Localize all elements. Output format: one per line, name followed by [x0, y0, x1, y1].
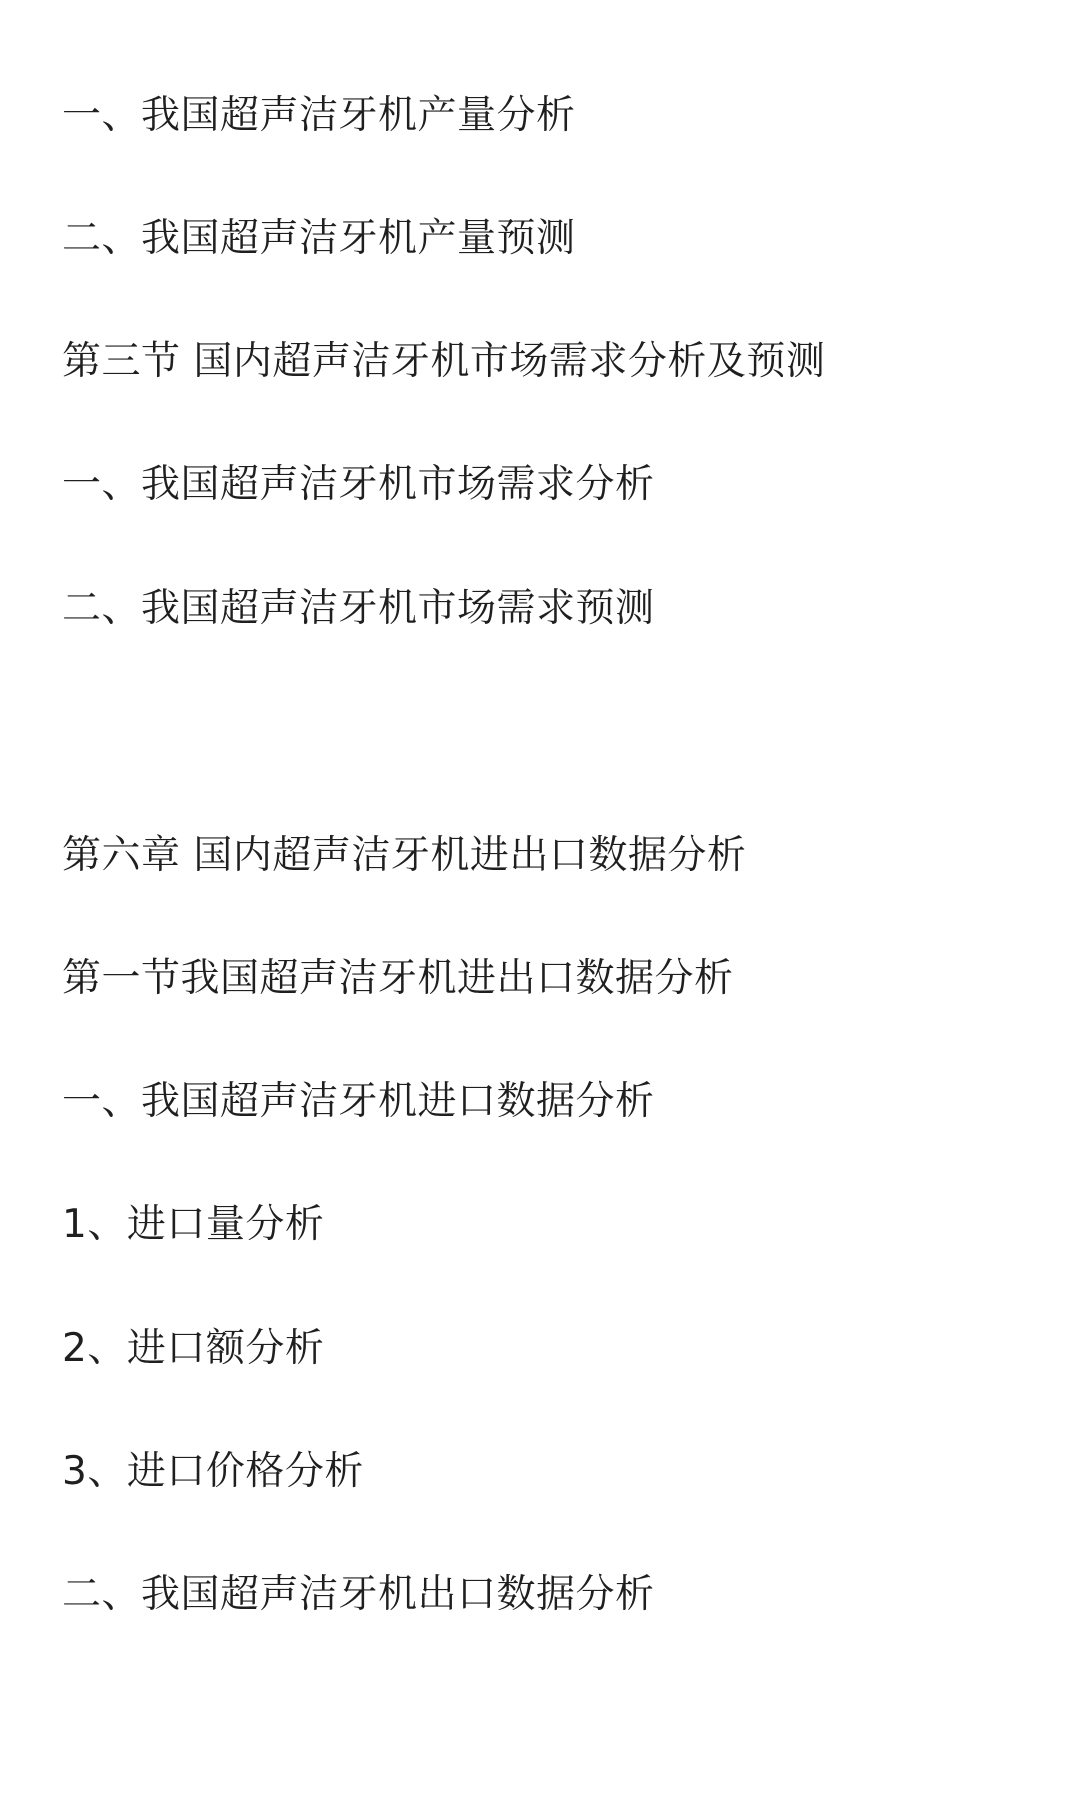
outline-item: 一、我国超声洁牙机进口数据分析 [62, 1079, 655, 1124]
outline-item: 二、我国超声洁牙机产量预测 [62, 216, 576, 261]
section-heading: 第三节 国内超声洁牙机市场需求分析及预测 [62, 339, 826, 384]
chapter-heading: 第六章 国内超声洁牙机进出口数据分析 [62, 833, 747, 878]
outline-subitem: 1、进口量分析 [62, 1202, 325, 1247]
section-heading: 第一节我国超声洁牙机进出口数据分析 [62, 956, 734, 1001]
outline-item: 一、我国超声洁牙机产量分析 [62, 93, 576, 138]
outline-subitem: 2、进口额分析 [62, 1326, 325, 1371]
outline-item: 二、我国超声洁牙机市场需求预测 [62, 586, 655, 631]
outline-subitem: 3、进口价格分析 [62, 1449, 364, 1494]
outline-item: 二、我国超声洁牙机出口数据分析 [62, 1572, 655, 1617]
outline-item: 一、我国超声洁牙机市场需求分析 [62, 462, 655, 507]
